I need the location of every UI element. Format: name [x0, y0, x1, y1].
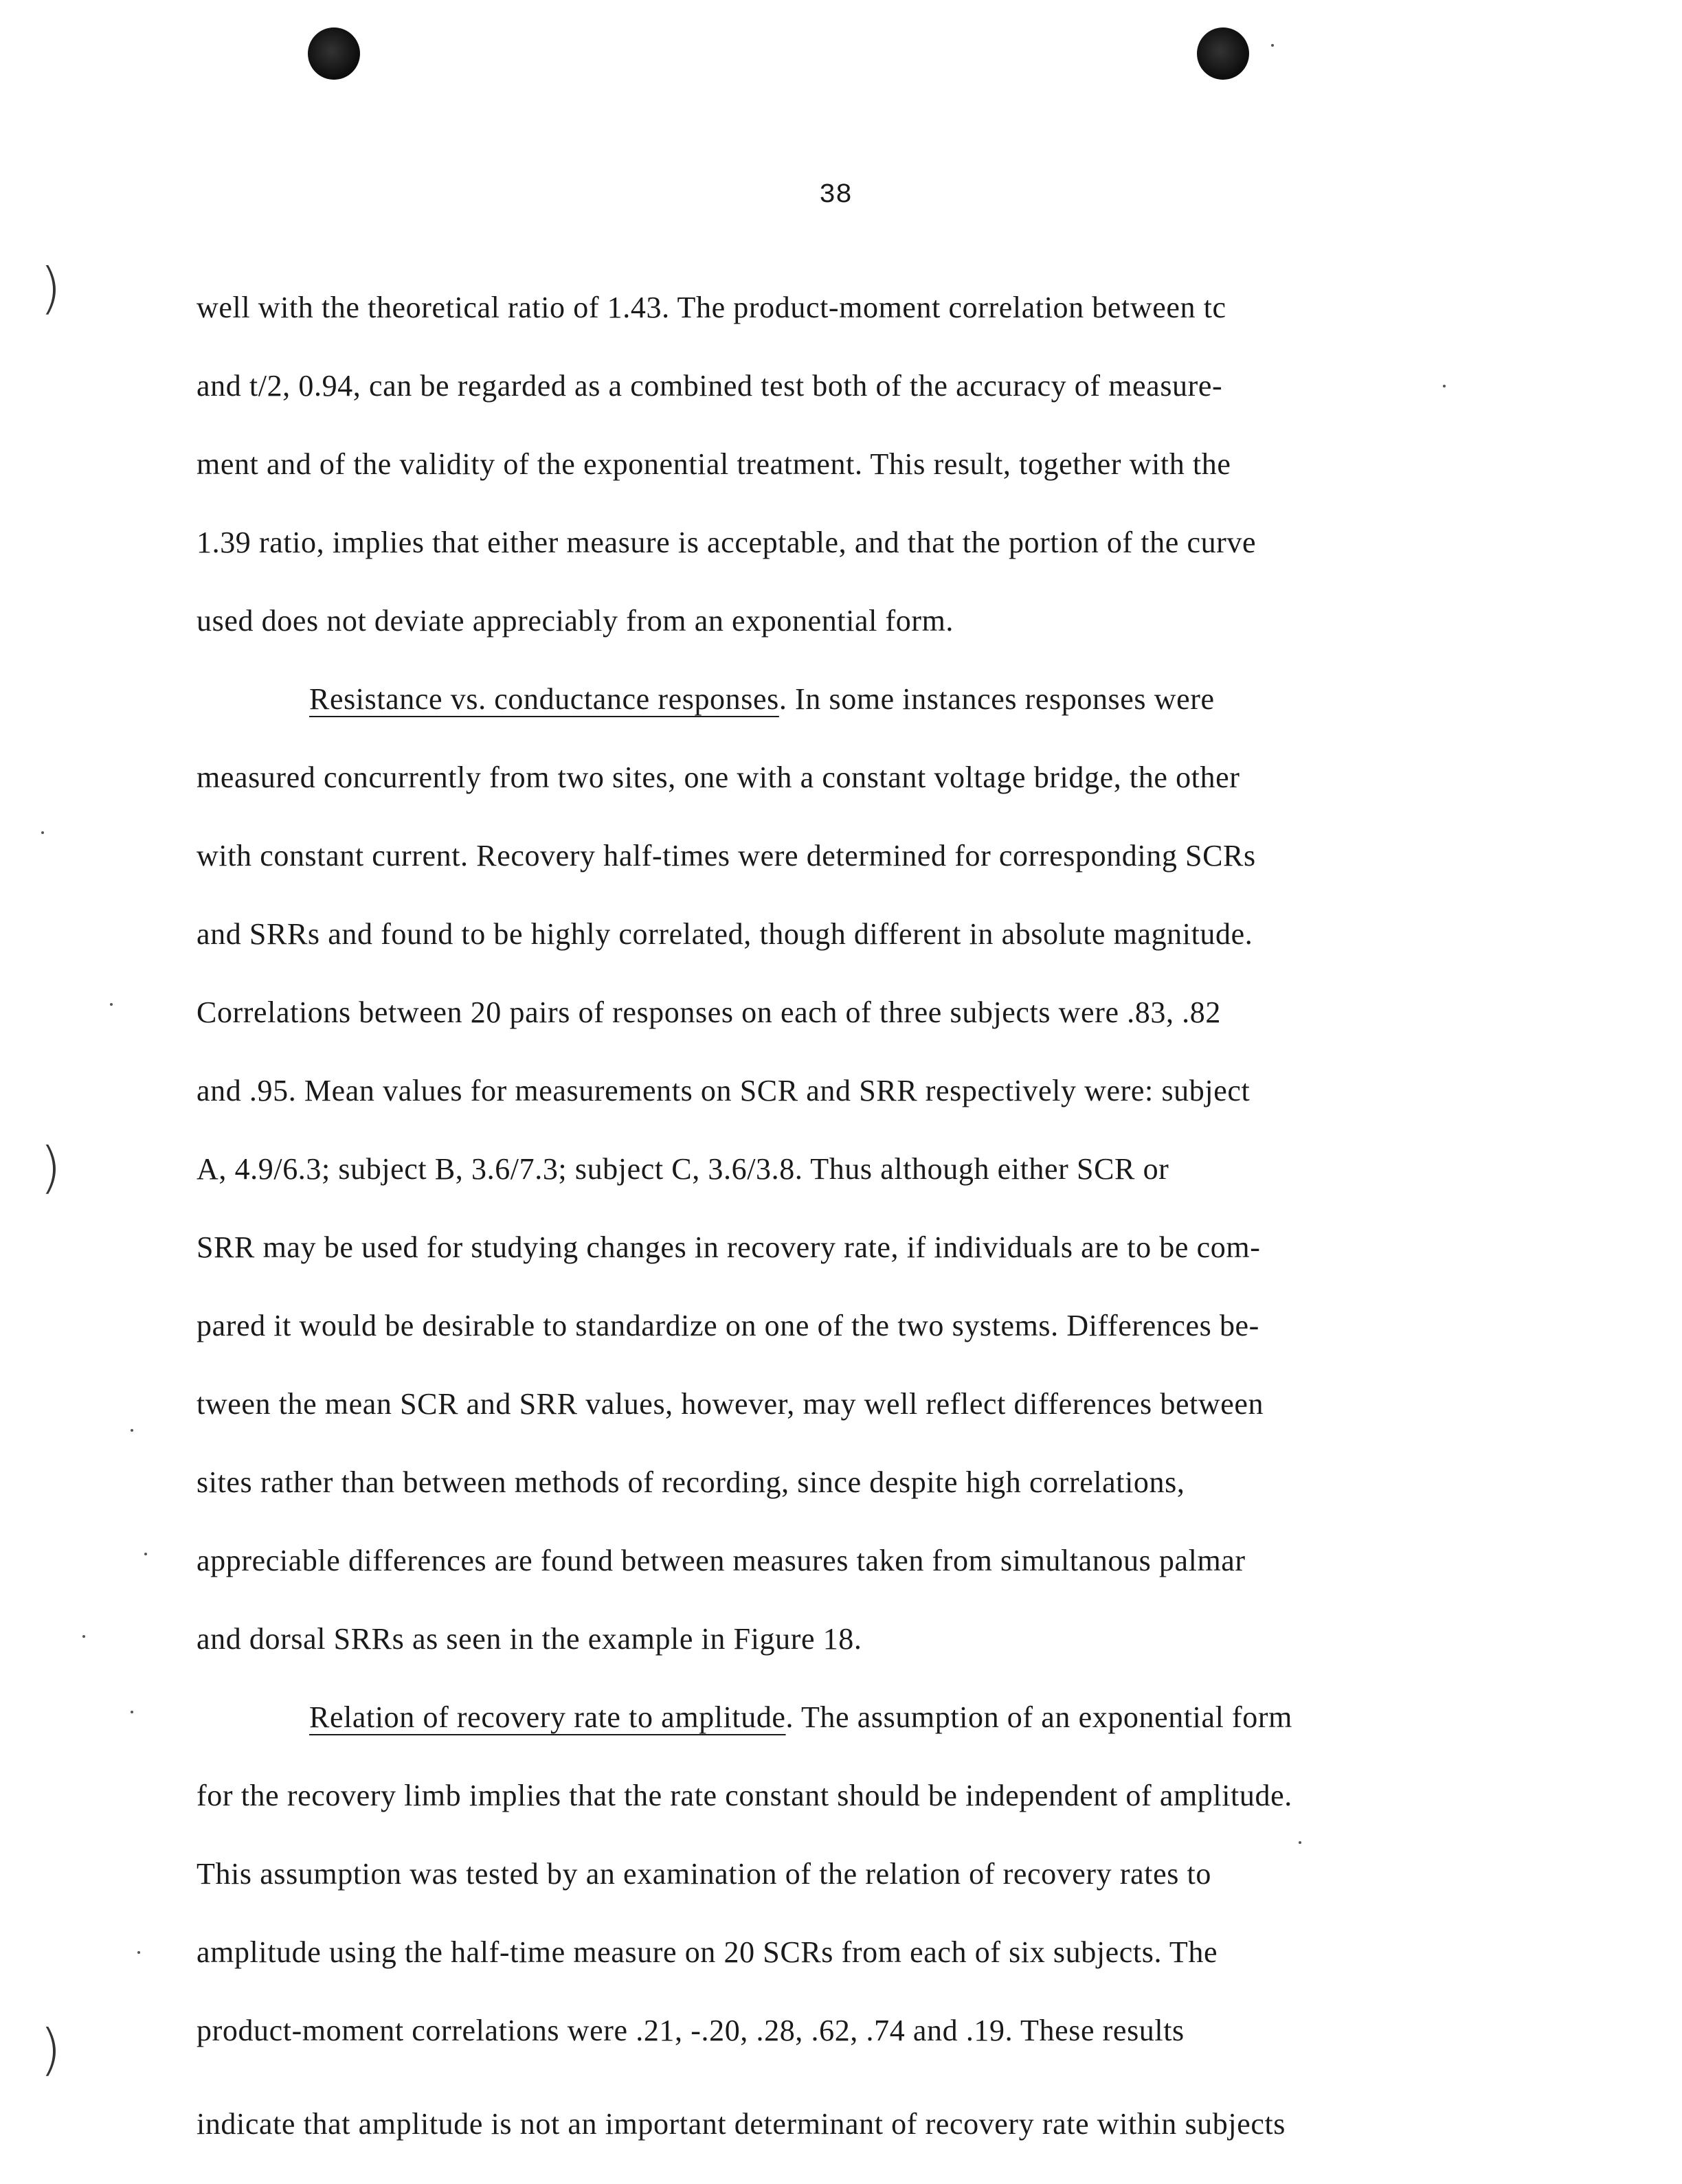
margin-bracket-mark: ): [40, 256, 62, 320]
text-line: for the recovery limb implies that the rate constant should be independent of amplitude.: [197, 1779, 1292, 1812]
text-line: well with the theoretical ratio of 1.43. The product-moment correlation between tc: [197, 291, 1226, 324]
text-line: pared it would be desirable to standardize on one of the two systems. Differences be-: [197, 1309, 1259, 1342]
margin-bracket-mark: ): [40, 2018, 62, 2082]
text-line: and .95. Mean values for measurements on SCR and SRR respectively were: subject: [197, 1074, 1251, 1107]
text-span: . The assumption of an exponential form: [785, 1700, 1292, 1734]
page-number: 38: [818, 180, 852, 211]
text-line: ment and of the validity of the exponential treatment. This result, together with the: [197, 447, 1231, 481]
punch-hole-right: [1197, 27, 1249, 80]
scan-speck: [131, 1429, 133, 1432]
document-body: [197, 287, 1536, 2141]
scan-speck: [82, 1635, 85, 1638]
text-line: SRR may be used for studying changes in recovery rate, if individuals are to be com-: [197, 1230, 1261, 1264]
paragraph-first-line: [197, 1697, 1536, 1775]
text-line: A, 4.9/6.3; subject B, 3.6/7.3; subject C, 3.6/3.8. Thus although either SCR or: [197, 1152, 1169, 1186]
text-line: with constant current. Recovery half-times were determined for corresponding SCRs: [197, 839, 1256, 873]
text-span: indicate that amplitude is not an important determinant of recovery rate within subjects: [197, 2107, 1286, 2141]
text-line: appreciable differences are found between measures taken from simultanous palmar: [197, 1544, 1246, 1577]
text-line: and dorsal SRRs as seen in the example in Figure 18.: [197, 1622, 862, 1656]
text-line: 1.39 ratio, implies that either measure is acceptable, and that the portion of the curve: [197, 526, 1257, 559]
paragraph-first-line: [197, 679, 1536, 757]
section-heading-resistance-vs-conductance: Resistance vs. conductance responses: [309, 682, 779, 716]
text-line: Correlations between 20 pairs of responses on each of three subjects were .83, .82: [197, 995, 1221, 1029]
scan-speck: [41, 831, 44, 834]
text-line: sites rather than between methods of recording, since despite high correlations,: [197, 1465, 1185, 1499]
section-heading-recovery-rate-amplitude: Relation of recovery rate to amplitude: [309, 1700, 786, 1734]
text-line: and SRRs and found to be highly correlated, though different in absolute magnitude.: [197, 917, 1253, 951]
text-line: measured concurrently from two sites, one with a constant voltage bridge, the other: [197, 761, 1240, 794]
punch-hole-left: [308, 27, 360, 80]
text-line: This assumption was tested by an examination of the relation of recovery rates to: [197, 1857, 1211, 1891]
scan-speck: [131, 1711, 133, 1713]
text-line: used does not deviate appreciably from an exponential form.: [197, 604, 954, 638]
scan-speck: [137, 1951, 140, 1954]
text-line: and t/2, 0.94, can be regarded as a combined test both of the accuracy of measure-: [197, 369, 1223, 403]
text-line-cut-off: [197, 2089, 1536, 2141]
text-line: amplitude using the half-time measure on 20 SCRs from each of six subjects. The: [197, 1935, 1218, 1969]
margin-bracket-mark: ): [40, 1136, 62, 1200]
scan-speck: [1271, 44, 1274, 47]
scan-speck: [110, 1003, 113, 1006]
scan-speck: [144, 1553, 147, 1555]
text-line: product-moment correlations were .21, -.20, .28, .62, .74 and .19. These results: [197, 2014, 1185, 2047]
text-line: tween the mean SCR and SRR values, however, may well reflect differences between: [197, 1387, 1264, 1421]
text-span: . In some instances responses were: [778, 682, 1215, 716]
